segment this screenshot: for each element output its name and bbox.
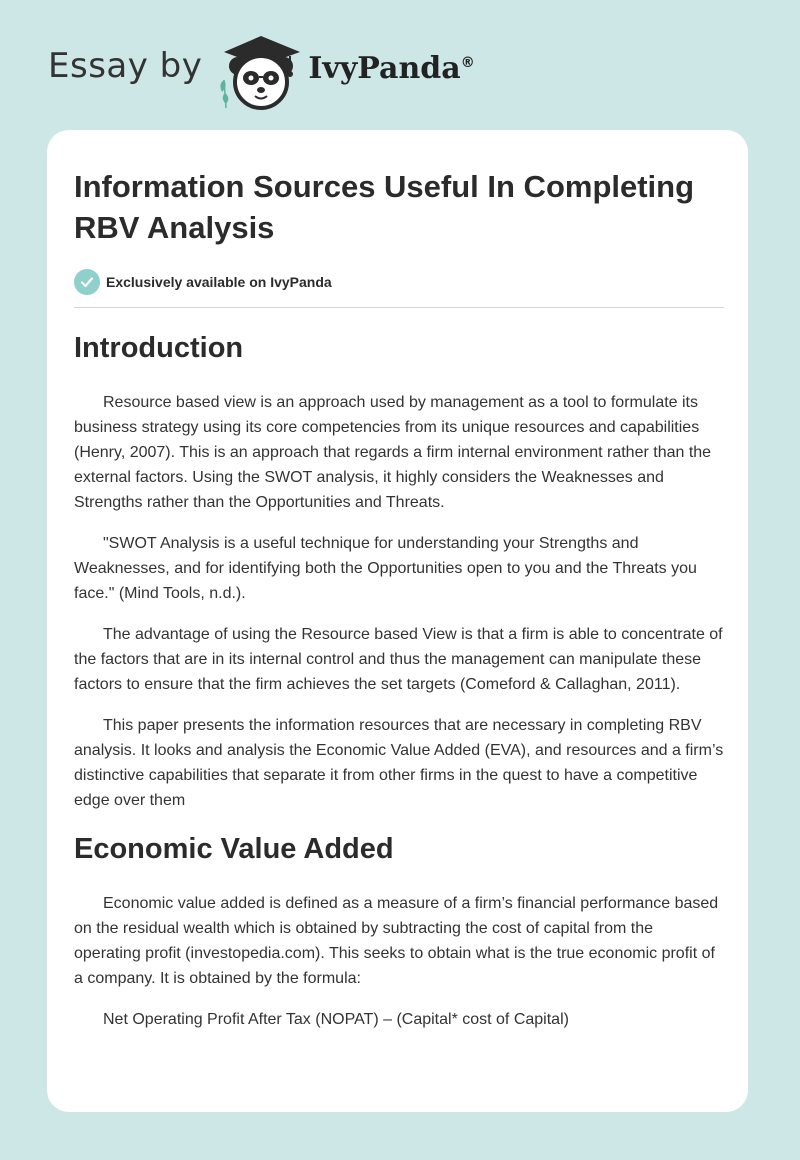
- essay-by-label: Essay by: [48, 46, 203, 86]
- checkmark-icon: [74, 269, 100, 295]
- section-heading-introduction: Introduction: [74, 332, 244, 364]
- brand-name-text: IvyPanda: [308, 50, 461, 86]
- essay-content: [74, 166, 724, 1032]
- formula-paragraph: Net Operating Profit After Tax (NOPAT) – (Capital* cost of Capital): [103, 1011, 569, 1028]
- section-heading-economic-value-added: Economic Value Added: [74, 833, 394, 865]
- essay-title: Information Sources Useful In Completing RBV Analysis: [74, 169, 695, 245]
- paragraph: Economic value added is defined as a measure of a firm’s financial performance based on the residual wealth which is obtained by subtracting the cost of capital from the operating profit (investopedia.com). This seeks to obtain what is the true economic profit of a company. It is obtained by the formula:: [74, 895, 719, 987]
- ivypanda-wordmark: [308, 51, 474, 86]
- paragraph: This paper presents the information resources that are necessary in completing RBV analysis. It looks and analysis the Economic Value Added (EVA), and resources and a firm’s distinctive capabilities that separate it from other firms in the quest to have a competitive edge over them: [74, 717, 724, 809]
- exclusive-badge: [74, 268, 724, 296]
- exclusive-badge-text: Exclusively available on IvyPanda: [106, 274, 332, 290]
- registered-mark: ®: [460, 54, 475, 71]
- title-divider: [74, 307, 724, 308]
- ivypanda-logo-icon: [216, 30, 306, 110]
- essay-card: [47, 130, 748, 1112]
- paragraph: The advantage of using the Resource based View is that a firm is able to concentrate of the factors that are in its internal control and thus the management can manipulate these factors to ensure that the firm achieves the set targets (Comeford & Callaghan, 2011).: [74, 626, 723, 693]
- paragraph: Resource based view is an approach used by management as a tool to formulate its business strategy using its core competencies from its unique resources and capabilities (Henry, 2007). This is an approach that regards a firm internal environment rather than the external factors. Using the SWOT analysis, it highly considers the Weaknesses and Strengths rather than the Opportunities and Threats.: [74, 394, 712, 511]
- paragraph: "SWOT Analysis is a useful technique for understanding your Strengths and Weaknesses, and for identifying both the Opportunities open to you and the Threats you face." (Mind Tools, n.d.).: [74, 535, 697, 602]
- site-brand[interactable]: [48, 30, 475, 110]
